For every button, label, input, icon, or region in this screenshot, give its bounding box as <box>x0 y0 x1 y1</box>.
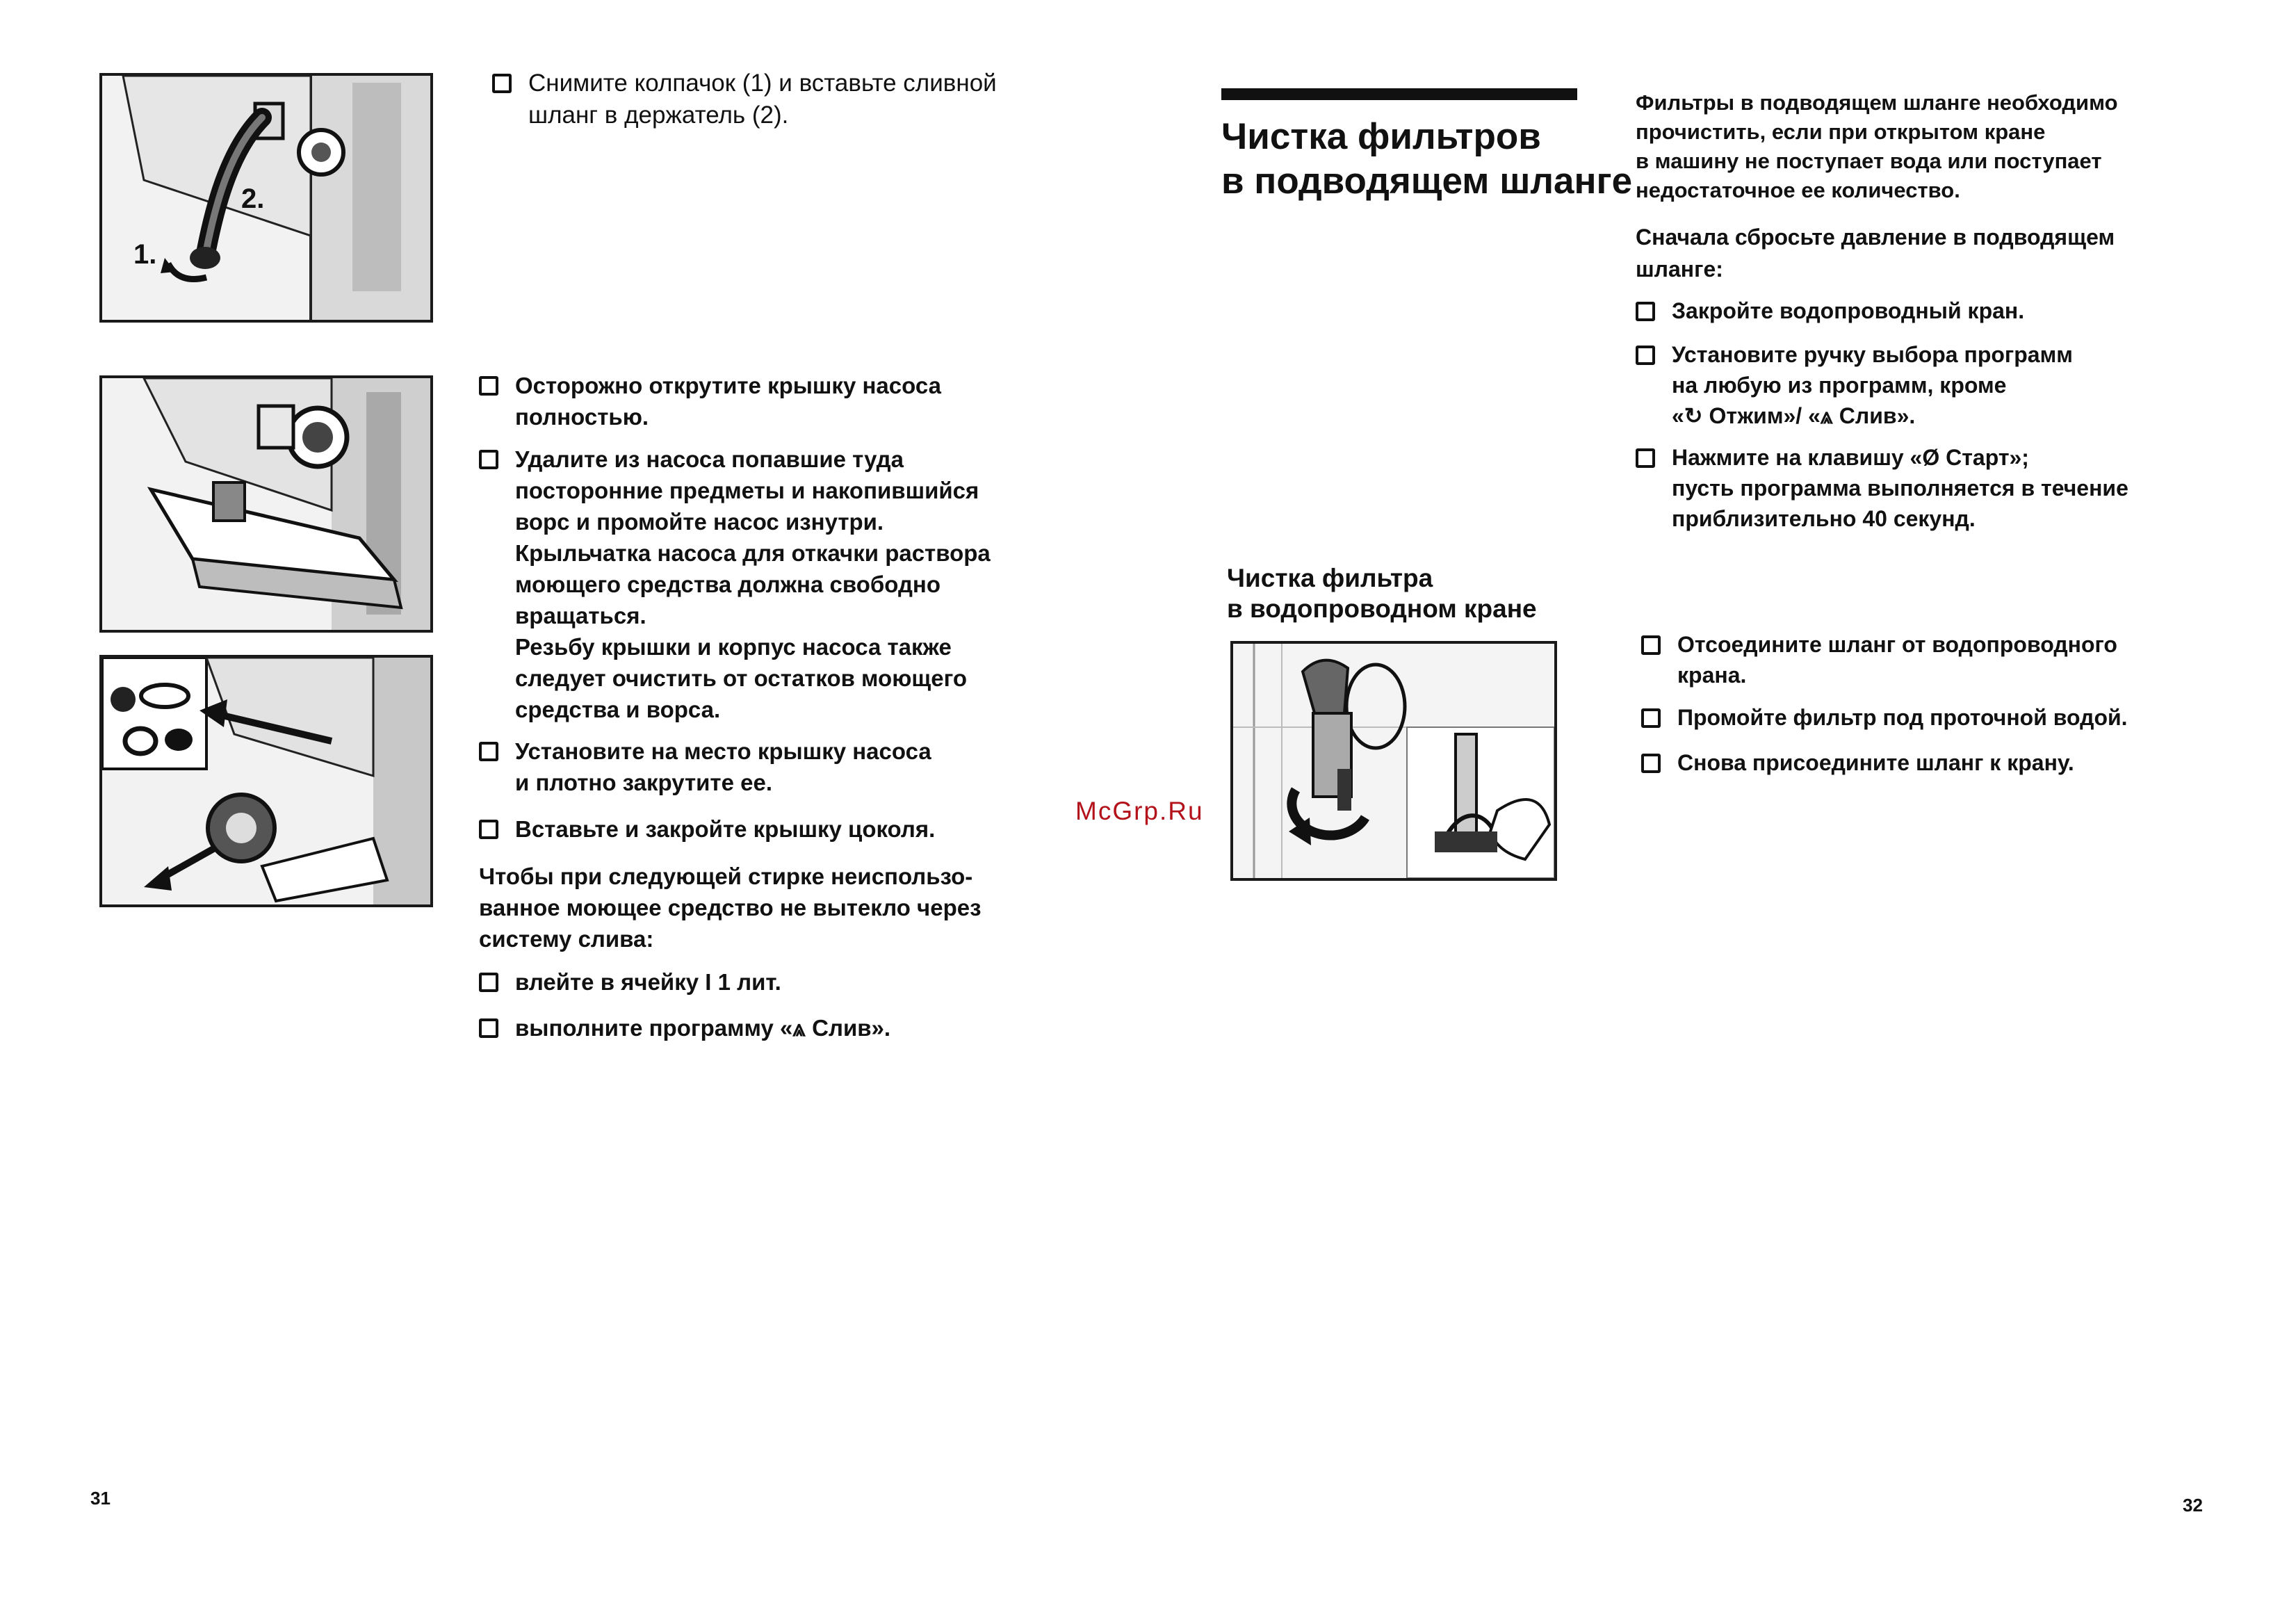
step-rinse-filter <box>1641 702 2280 733</box>
step-text: выполните программу «⩓ Слив». <box>515 1015 891 1041</box>
checkbox-icon <box>492 74 512 93</box>
watermark: McGrp.Ru <box>1075 797 1204 825</box>
step-text: Вставьте и закройте крышку цоколя. <box>515 816 936 842</box>
checkbox-icon <box>1641 635 1661 655</box>
intro-text: Фильтры в подводящем шланге необходимо прочистить, если при открытом кране в машину не поступает вода или поступает недостаточное ее количество. <box>1636 90 2118 202</box>
drain-note: Чтобы при следующей стирке неиспользо- ванное моющее средство не вытекло через систему слива: <box>479 863 982 952</box>
page-number-left: 31 <box>90 1488 111 1509</box>
step-text: Удалите из насоса попавшие туда посторонние предметы и накопившийся ворс и промойте насос изнутри. Крыльчатка насоса для откачки раствора моющего средства должна свободно вращаться. Резьбу крышки и корпус насоса также следует очистить от остатков моющего средства и ворса. <box>515 446 991 722</box>
pump-cleaning-illustration <box>102 658 430 904</box>
step-text: Промойте фильтр под проточной водой. <box>1677 705 2128 730</box>
step-disconnect-hose <box>1641 629 2280 690</box>
step-text: Установите на место крышку насоса и плотно закрутите ее. <box>515 738 931 795</box>
step-text: Нажмите на клавишу «Ø Старт»; пусть программа выполняется в течение приблизительно 40 секунд. <box>1672 445 2128 531</box>
figure-pump-cleaning <box>99 655 433 907</box>
pump-cover-illustration <box>102 378 430 630</box>
checkbox-icon <box>1636 346 1655 365</box>
step-clean-pump <box>479 444 1127 725</box>
tap-filter-illustration <box>1233 644 1554 878</box>
step-text: влейте в ячейку I 1 лит. <box>515 969 781 995</box>
step-press-start <box>1636 442 2280 534</box>
title-rule <box>1221 88 1577 100</box>
checkbox-icon <box>1641 708 1661 728</box>
step-remove-cap-text: Снимите колпачок (1) и вставьте сливной шланг в держатель (2). <box>528 70 997 129</box>
step-close-tap <box>1636 295 2280 326</box>
fig1-label-1: 1. <box>133 239 157 270</box>
hose-holder-illustration <box>102 76 430 320</box>
step-refit-pump-cover <box>479 736 1127 798</box>
checkbox-icon <box>1636 448 1655 468</box>
figure-pump-cover <box>99 375 433 633</box>
checkbox-icon <box>479 973 498 992</box>
checkbox-icon <box>479 1018 498 1038</box>
subsection-title: Чистка фильтра в водопроводном кране <box>1227 564 1537 623</box>
step-text: Отсоедините шланг от водопроводного крана. <box>1677 632 2117 688</box>
checkbox-icon <box>479 742 498 761</box>
checkbox-icon <box>479 450 498 469</box>
checkbox-icon <box>479 376 498 396</box>
pressure-intro: Сначала сбросьте давление в подводящем шланге: <box>1636 225 2115 282</box>
step-text: Осторожно открутите крышку насоса полностью. <box>515 373 941 430</box>
checkbox-icon <box>1636 302 1655 321</box>
figure-tap-filter <box>1230 641 1557 881</box>
step-set-program <box>1636 339 2280 431</box>
fig1-label-2: 2. <box>241 184 265 214</box>
step-close-plinth <box>479 813 1127 845</box>
figure-hose-holder <box>99 73 433 323</box>
step-run-drain <box>479 1012 1127 1044</box>
checkbox-icon <box>1641 754 1661 773</box>
step-text: Закройте водопроводный кран. <box>1672 298 2025 323</box>
step-reconnect-hose <box>1641 747 2280 778</box>
page-number-right: 32 <box>2183 1495 2203 1516</box>
step-text: Снова присоедините шланг к крану. <box>1677 750 2074 775</box>
section-title: Чистка фильтров в подводящем шланге <box>1221 116 1633 202</box>
step-pour-water <box>479 966 1127 998</box>
checkbox-icon <box>479 820 498 839</box>
step-remove-cap <box>492 67 1126 131</box>
step-unscrew-pump-cover <box>479 370 1127 432</box>
step-text: Установите ручку выбора программ на любую из программ, кроме «↻ Отжим»/ «⩓ Слив». <box>1672 342 2073 428</box>
